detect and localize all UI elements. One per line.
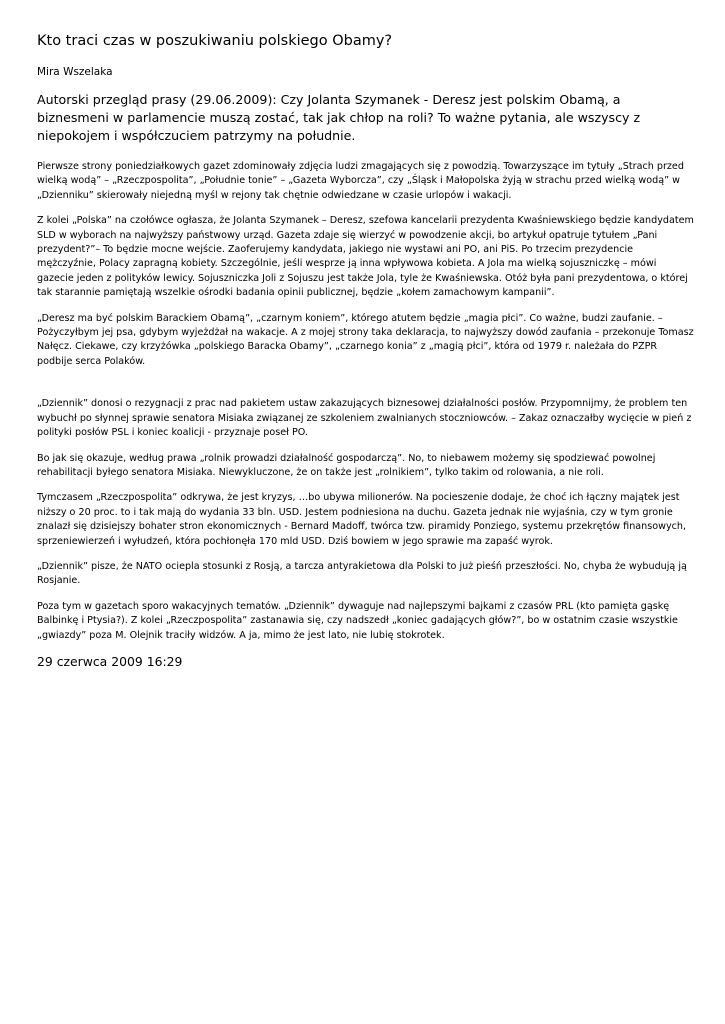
- article-paragraph-1: Pierwsze strony poniedziałkowych gazet zdominowały zdjęcia ludzi zmagających się z powodzią. Towarzyszące im tytuły „Strach przed wielką wodą” – „Rzeczpospolita”, „Południe tonie” – „Gazeta Wyborcza”, czy „Śląsk i Małopolska żyją w strachu przed wielką wodą” w „Dzienniku” skierowały niejedną myśl w rejony tak chętnie odwiedzane w czasie urlopów i wakacji.: [37, 161, 684, 201]
- article-lead: Autorski przegląd prasy (29.06.2009): Czy Jolanta Szymanek - Deresz jest polskim Obamą, a biznesmeni w parlamencie muszą zostać, tak jak chłop na roli? To ważne pytania, ale wszyscy z niepokojem i współczuciem patrzymy na południe.: [37, 92, 641, 143]
- article-title: Kto traci czas w poszukiwaniu polskiego Obamy?: [37, 33, 393, 49]
- article-paragraph-2: Z kolei „Polska” na czołówce ogłasza, że Jolanta Szymanek – Deresz, szefowa kancelarii prezydenta Kwaśniewskiego będzie kandydatem SLD w wyborach na najwyższy państwowy urząd. Gazeta zdaje się wierzyć w powodzenie akcji, bo artykuł opatruje tytułem „Pani prezydent?”– To będzie mocne wejście. Zaoferujemy kandydata, jakiego nie wystawi ani PO, ani PiS. Po trzecim prezydencie mężczyźnie, Polacy zapragną kobiety. Szczególnie, jeśli wesprze ją inna wpływowa kobieta. A Jola ma wielką sojuszniczkę – mówi gazecie jeden z polityków lewicy. Sojuszniczka Joli z Sojuszu jest także Jola, tyle że Kwaśniewska. Otóż była pani prezydentowa, o której tak starannie pamiętają wszelkie ośrodki badania opinii publicznej, będzie „kołem zamachowym kampanii”.: [37, 215, 694, 299]
- article-date: 29 czerwca 2009 16:29: [37, 653, 183, 669]
- article-paragraph-4: „Dziennik” donosi o rezygnacji z prac nad pakietem ustaw zakazujących biznesowej działalności posłów. Przypomnijmy, że problem ten wybuchł po słynnej sprawie senatora Misiaka związanej ze szkoleniem zwalnianych stoczniowców. – Zakaz oznaczałby wycięcie w pień z polityki posłów PSL i koniec koalicji - przyznaje poseł PO.: [37, 398, 692, 439]
- article-paragraph-3: „Deresz ma być polskim Barackiem Obamą”, „czarnym koniem”, którego atutem będzie „magia płci”. Co ważne, budzi zaufanie. – Pożyczyłbym jej psa, gdybym wyjeżdżał na wakacje. A z mojej strony taka deklaracja, to najwyższy dowód zaufania – przekonuje Tomasz Nałęcz. Ciekawe, czy krzyżówka „polskiego Baracka Obamy”, „czarnego konia” z „magią płci”, która od 1979 r. należała do PZPR podbije serca Polaków.: [37, 312, 694, 367]
- article-paragraph-8: Poza tym w gazetach sporo wakacyjnych tematów. „Dziennik” dywaguje nad najlepszymi bajkami z czasów PRL (kto pamięta gąskę Balbinkę i Ptysia?). Z kolei „Rzeczpospolita” zastanawia się, czy nadszedł „koniec gadających głów?”, bo w ostatnim czasie wszystkie „gwiazdy” poza M. Olejnik traciły widzów. A ja, mimo że jest lato, nie lubię stokrotek.: [37, 600, 678, 641]
- article-paragraph-5: Bo jak się okazuje, według prawa „rolnik prowadzi działalność gospodarczą”. No, to niebawem możemy się spodziewać powolnej rehabilitacji byłego senatora Misiaka. Niewykluczone, że on także jest „rolnikiem”, tylko takim od rolowania, a nie roli.: [37, 452, 656, 478]
- article-paragraph-7: „Dziennik” pisze, że NATO ocieplа stosunki z Rosją, a tarcza antyrakietowa dla Polski to już pieśń przeszłości. No, chyba że wybudują ją Rosjanie.: [37, 560, 687, 587]
- article-paragraph-6: Tymczasem „Rzeczpospolita” odkrywa, że jest kryzys, …bo ubywa milionerów. Na pocieszenie dodaje, że choć ich łączny majątek jest niższy o 20 proc. to i tak mają do wydania 33 bln. USD. Jestem podniesiona na duchu. Gazeta jednak nie wyjaśnia, czy w tym gronie znalazł się dzisiejszy bohater stron ekonomicznych - Bernard Madoff, twórca tzw. piramidy Ponziego, systemu przekrętów finansowych, sprzeniewierzeń i wyłudzeń, która pochłonęła 170 mld USD. Dziś bowiem w jego sprawie ma zapaść wyrok.: [37, 492, 687, 547]
- article-author: Mira Wszelaka: [37, 66, 113, 78]
